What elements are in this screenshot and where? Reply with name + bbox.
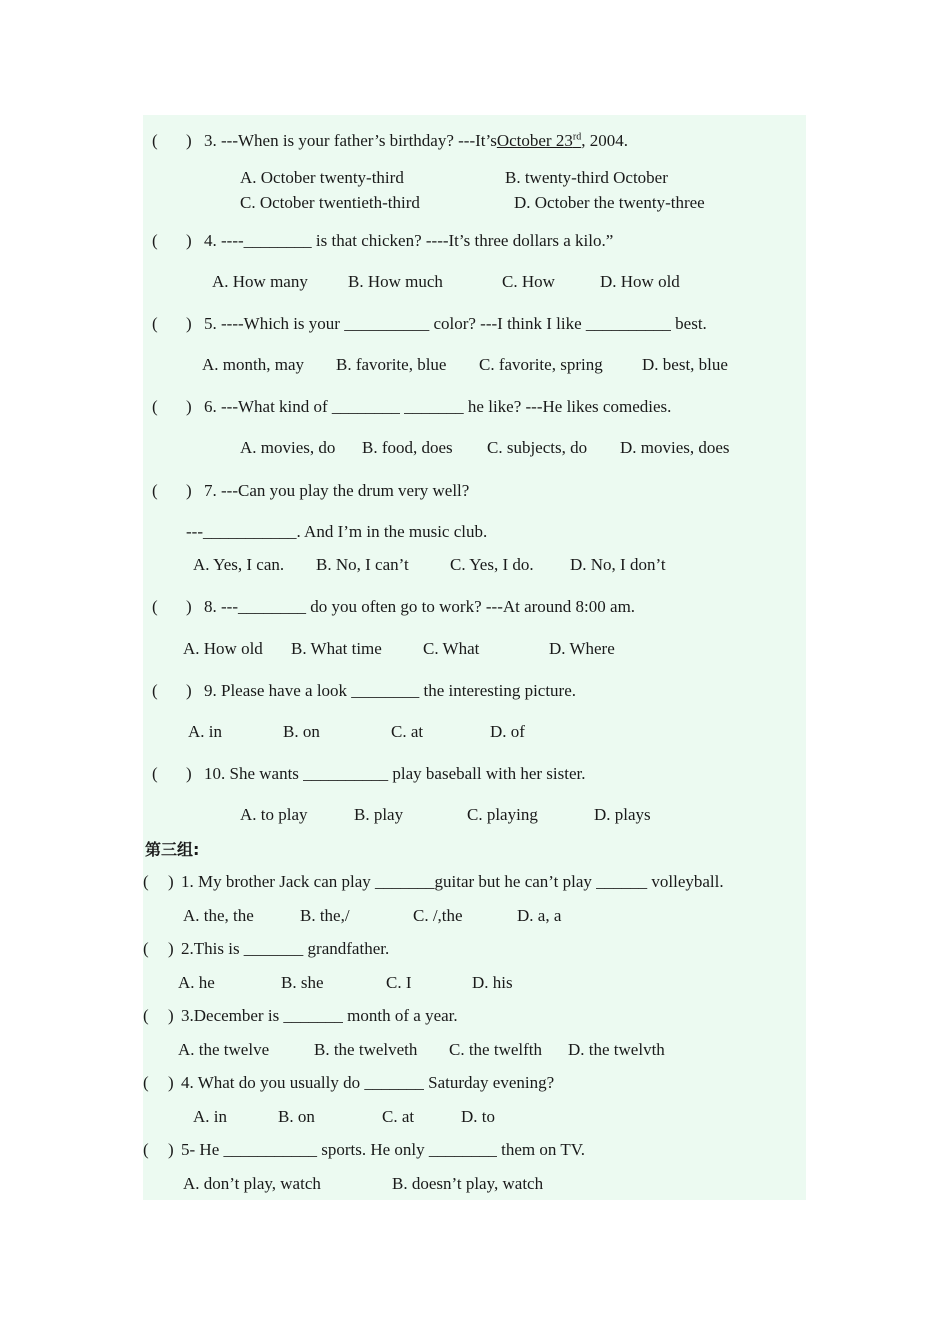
answer-bracket-open[interactable]: (: [152, 314, 158, 333]
answer-bracket-close: ): [186, 397, 192, 416]
answer-bracket-open[interactable]: (: [152, 397, 158, 416]
underlined-date-main: October 23: [496, 131, 573, 150]
dialogue-answer-line: ---___________. And I’m in the music club.: [186, 522, 488, 541]
option-b[interactable]: B. favorite, blue: [336, 355, 447, 374]
answer-bracket-open[interactable]: (: [152, 597, 158, 616]
option-a[interactable]: A. don’t play, watch: [183, 1174, 321, 1193]
option-a[interactable]: A. the twelve: [178, 1040, 270, 1059]
option-c[interactable]: C. playing: [467, 805, 538, 824]
answer-bracket-close: ): [186, 597, 192, 616]
answer-bracket-close: ): [186, 481, 192, 500]
question-stem: 9. Please have a look ________ the interesting picture.: [204, 681, 577, 700]
question-stem: 10. She wants __________ play baseball with her sister.: [204, 764, 586, 783]
question-stem: 8. ---________ do you often go to work? ---At around 8:00 am.: [204, 597, 636, 616]
question-stem: 7. ---Can you play the drum very well?: [204, 481, 470, 500]
answer-bracket-close: ): [186, 764, 192, 783]
option-a[interactable]: A. the, the: [183, 906, 254, 925]
option-d[interactable]: D. No, I don’t: [570, 555, 666, 574]
option-d[interactable]: D. October the twenty-three: [514, 193, 705, 212]
option-a[interactable]: A. month, may: [202, 355, 304, 374]
option-d[interactable]: D. plays: [594, 805, 651, 824]
option-c[interactable]: C. favorite, spring: [479, 355, 603, 374]
question-stem: 4. ----________ is that chicken? ----It’s three dollars a kilo.”: [204, 231, 614, 250]
option-c[interactable]: C. What: [423, 639, 480, 658]
question-stem: 6. ---What kind of ________ _______ he like? ---He likes comedies.: [204, 397, 672, 416]
option-a[interactable]: A. How old: [183, 639, 263, 658]
answer-bracket-close: ): [168, 939, 174, 958]
option-d[interactable]: D. How old: [600, 272, 680, 291]
question-stem: [204, 131, 628, 151]
question-stem: 5- He ___________ sports. He only ________ them on TV.: [181, 1140, 586, 1159]
option-b[interactable]: B. No, I can’t: [316, 555, 409, 574]
option-b[interactable]: B. What time: [291, 639, 382, 658]
question-stem: 1. My brother Jack can play _______guitar but he can’t play ______ volleyball.: [181, 872, 724, 891]
answer-bracket-close: ): [168, 1073, 174, 1092]
answer-bracket-open[interactable]: (: [143, 1140, 149, 1159]
option-b[interactable]: B. play: [354, 805, 404, 824]
option-c[interactable]: C. /,the: [413, 906, 463, 925]
option-b[interactable]: B. she: [281, 973, 324, 992]
option-c[interactable]: C. subjects, do: [487, 438, 588, 457]
option-c[interactable]: C. at: [391, 722, 424, 741]
option-b[interactable]: B. on: [278, 1107, 315, 1126]
option-a[interactable]: A. to play: [240, 805, 308, 824]
question-text-end: , 2004.: [581, 131, 628, 150]
option-d[interactable]: D. a, a: [517, 906, 562, 925]
answer-bracket-open[interactable]: (: [143, 1006, 149, 1025]
answer-bracket-open[interactable]: (: [143, 939, 149, 958]
option-c[interactable]: C. at: [382, 1107, 415, 1126]
option-d[interactable]: D. the twelvth: [568, 1040, 665, 1059]
option-c[interactable]: C. How: [502, 272, 555, 291]
answer-bracket-open[interactable]: (: [143, 872, 149, 891]
answer-bracket-close: ): [186, 314, 192, 333]
option-d[interactable]: D. Where: [549, 639, 615, 658]
option-b[interactable]: B. on: [283, 722, 320, 741]
answer-bracket-open[interactable]: (: [143, 1073, 149, 1092]
option-b[interactable]: B. doesn’t play, watch: [392, 1174, 544, 1193]
option-b[interactable]: B. How much: [348, 272, 443, 291]
question-text: 3. ---When is your father’s birthday? ---It’s: [204, 131, 497, 150]
option-d[interactable]: D. to: [461, 1107, 495, 1126]
answer-bracket-open[interactable]: (: [152, 231, 158, 250]
answer-bracket-close: ): [186, 131, 192, 150]
answer-bracket-close: ): [186, 231, 192, 250]
answer-bracket-close: ): [186, 681, 192, 700]
option-a[interactable]: A. in: [188, 722, 222, 741]
question-stem: 2.This is _______ grandfather.: [181, 939, 390, 958]
option-a[interactable]: A. in: [193, 1107, 227, 1126]
ordinal-suffix: rd: [572, 131, 582, 143]
option-a[interactable]: A. movies, do: [240, 438, 336, 457]
answer-bracket-open[interactable]: (: [152, 481, 158, 500]
option-a[interactable]: A. October twenty-third: [240, 168, 404, 187]
option-b[interactable]: B. twenty-third October: [505, 168, 668, 187]
option-c[interactable]: C. Yes, I do.: [450, 555, 534, 574]
option-d[interactable]: D. of: [490, 722, 525, 741]
option-d[interactable]: D. his: [472, 973, 513, 992]
answer-bracket-open[interactable]: (: [152, 131, 158, 150]
answer-bracket-close: ): [168, 872, 174, 891]
answer-bracket-open[interactable]: (: [152, 681, 158, 700]
question-stem: 5. ----Which is your __________ color? ---I think I like __________ best.: [204, 314, 707, 333]
underlined-date: [497, 131, 581, 150]
option-d[interactable]: D. best, blue: [642, 355, 728, 374]
section-heading: 第三组:: [145, 840, 200, 859]
question-stem: 3.December is _______ month of a year.: [181, 1006, 458, 1025]
option-a[interactable]: A. Yes, I can.: [193, 555, 285, 574]
option-d[interactable]: D. movies, does: [620, 438, 730, 457]
question-stem: 4. What do you usually do _______ Saturday evening?: [181, 1073, 555, 1092]
option-b[interactable]: B. the,/: [300, 906, 350, 925]
answer-bracket-close: ): [168, 1006, 174, 1025]
answer-bracket-close: ): [168, 1140, 174, 1159]
option-b[interactable]: B. the twelveth: [314, 1040, 418, 1059]
option-c[interactable]: C. October twentieth-third: [240, 193, 420, 212]
option-c[interactable]: C. the twelfth: [449, 1040, 543, 1059]
option-a[interactable]: A. he: [178, 973, 215, 992]
option-a[interactable]: A. How many: [212, 272, 308, 291]
answer-bracket-open[interactable]: (: [152, 764, 158, 783]
option-c[interactable]: C. I: [386, 973, 412, 992]
option-b[interactable]: B. food, does: [362, 438, 453, 457]
